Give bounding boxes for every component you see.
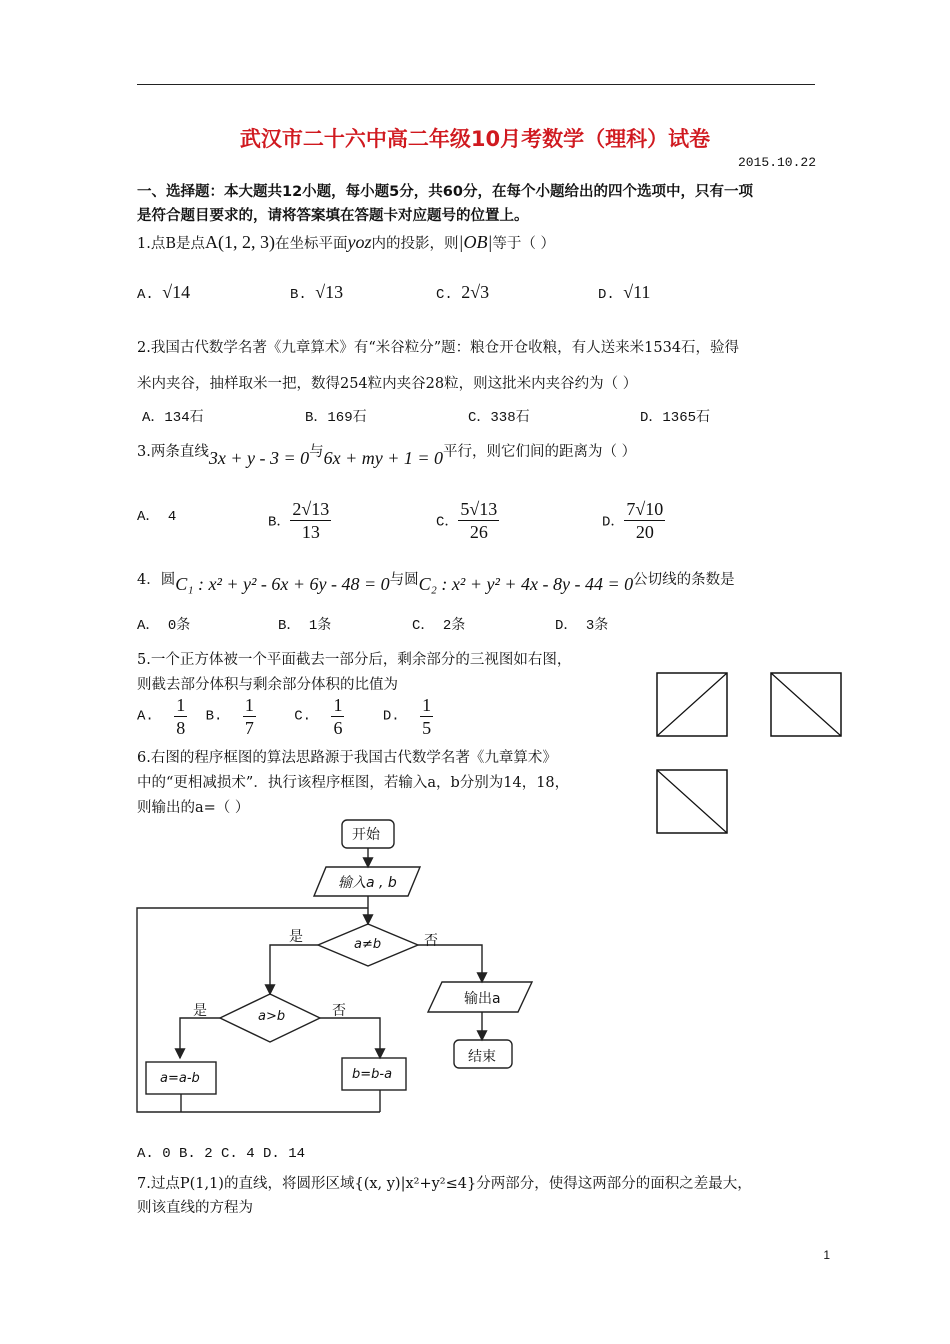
- q5-option-d-den: 5: [422, 718, 432, 738]
- q4-prefix: 4．圆: [137, 572, 176, 588]
- q1-option-c-value: 2√3: [461, 282, 490, 302]
- q3-option-d-label: D．: [602, 514, 625, 531]
- q4-circle2: C₂ : x² + y² + 4x - 8y - 44 = 0: [418, 574, 634, 594]
- q2-option-c-label: C．: [468, 410, 491, 426]
- q2-option-d-value: 1365石: [662, 410, 711, 426]
- q3-option-c: [436, 498, 499, 543]
- q4-option-d: [555, 614, 608, 634]
- q1-option-d-label: D.: [598, 287, 615, 303]
- q3-option-d: [602, 498, 665, 543]
- question-3: [137, 440, 637, 468]
- q4-option-a: [137, 614, 190, 634]
- header-rule: [137, 84, 815, 85]
- flow-assign-b-label: b=b-a: [352, 1067, 393, 1082]
- q1-option-d: [598, 282, 650, 303]
- q3-option-a-label: A．: [137, 509, 160, 525]
- q1-point: A(1, 2, 3): [205, 232, 275, 252]
- q2-option-a: [142, 406, 204, 426]
- q4-mid: 与圆: [389, 572, 419, 588]
- q4-option-a-value: 0条: [167, 618, 191, 634]
- question-5-line2: 则截去部分体积与剩余部分体积的比值为: [137, 677, 398, 693]
- q2-option-d-label: D．: [640, 410, 663, 426]
- q3-option-a-value: 4: [167, 509, 177, 525]
- q1-option-d-value: √11: [623, 282, 651, 302]
- page-number: 1: [823, 1248, 830, 1262]
- flow-assign-a-label: a=a-b: [160, 1071, 200, 1086]
- q3-option-c-num: 5√13: [460, 499, 498, 519]
- question-1: [137, 232, 555, 253]
- q2-option-d: [640, 406, 710, 426]
- question-7-line2: 则该直线的方程为: [137, 1200, 253, 1216]
- section-heading-line1: 一、选择题：本大题共12小题，每小题5分，共60分，在每个小题给出的四个选项中，只有一项: [137, 184, 753, 200]
- q5-option-b-fraction: [243, 694, 256, 739]
- q4-option-b-value: 1条: [308, 618, 332, 634]
- question-2-line1: 2.我国古代数学名著《九章算术》有“米谷粒分”题：粮仓开仓收粮，有人送来米1534石，验得: [137, 340, 740, 356]
- question-2-line2: 米内夹谷，抽样取米一把，数得254粒内夹谷28粒，则这批米内夹谷约为（ ）: [137, 376, 638, 392]
- q5-option-c-fraction: [331, 694, 344, 739]
- q5-option-b-den: 7: [244, 718, 254, 738]
- q1-suffix: 等于（ ）: [492, 236, 555, 252]
- flow-end-label: 结束: [468, 1049, 496, 1065]
- question-6-line3: 则输出的a=（ ）: [137, 800, 250, 816]
- flow-cond1-label: a≠b: [354, 937, 382, 952]
- q3-option-b-den: 13: [301, 522, 320, 542]
- q3-suffix: 平行，则它们间的距离为（ ）: [443, 444, 637, 460]
- q5-option-c-num: 1: [333, 695, 343, 715]
- q3-option-b-fraction: [290, 498, 331, 543]
- q5-option-a-num: 1: [176, 695, 186, 715]
- flow-yes1-label: 是: [289, 929, 303, 945]
- side-view: [771, 673, 841, 736]
- q3-prefix: 3.两条直线: [137, 444, 209, 460]
- q6-answer-options: A. 0 B. 2 C. 4 D. 14: [137, 1146, 306, 1162]
- q1-prefix: 1.点B是点: [137, 236, 205, 252]
- exam-date: 2015.10.22: [737, 155, 816, 170]
- flow-output-label: 输出a: [464, 991, 501, 1007]
- page-title: 武汉市二十六中高二年级10月考数学（理科）试卷: [239, 127, 711, 151]
- q1-option-c-label: C.: [436, 287, 453, 303]
- q4-circle1: C₁ : x² + y² - 6x + 6y - 48 = 0: [175, 574, 390, 594]
- q1-option-b-label: B.: [290, 287, 307, 303]
- flow-no1-label: 否: [424, 933, 438, 949]
- q4-option-a-label: A．: [137, 618, 160, 634]
- top-view: [657, 770, 727, 833]
- front-view: [657, 673, 727, 736]
- q5-option-d-num: 1: [422, 695, 432, 715]
- q4-option-c-value: 2条: [442, 618, 466, 634]
- q3-option-c-den: 26: [469, 522, 488, 542]
- three-view-diagram: [650, 665, 850, 845]
- q1-option-b: [290, 282, 343, 303]
- question-6-line2: 中的“更相减损术”．执行该程序框图，若输入a，b分别为14，18，: [137, 775, 570, 791]
- q3-option-d-den: 20: [635, 522, 654, 542]
- q3-option-d-num: 7√10: [626, 499, 664, 519]
- q1-option-c: [436, 282, 489, 303]
- q5-option-b-label: B.: [205, 708, 223, 725]
- q2-option-c-value: 338石: [490, 410, 530, 426]
- q5-option-c-label: C.: [294, 708, 312, 725]
- q3-option-c-fraction: [458, 498, 499, 543]
- q3-option-a: [137, 505, 176, 525]
- flow-cond2-label: a>b: [258, 1009, 286, 1024]
- flow-input-label: 输入a , b: [338, 875, 397, 891]
- q1-option-a: [137, 282, 190, 303]
- q5-option-b-num: 1: [244, 695, 254, 715]
- q2-option-c: [468, 406, 530, 426]
- q3-option-b-num: 2√13: [292, 499, 330, 519]
- flow-start-label: 开始: [352, 827, 380, 843]
- q4-suffix: 公切线的条数是: [633, 572, 735, 588]
- q5-option-a-fraction: [174, 694, 187, 739]
- q4-option-d-label: D．: [555, 618, 578, 634]
- flow-no2-label: 否: [332, 1003, 346, 1019]
- q5-option-c-den: 6: [333, 718, 343, 738]
- q4-option-c-label: C．: [412, 618, 435, 634]
- section-heading-line2: 是符合题目要求的，请将答案填在答题卡对应题号的位置上。: [137, 208, 529, 224]
- q1-abs: |OB|: [458, 232, 493, 252]
- question-4: [137, 568, 735, 594]
- q4-option-c: [412, 614, 465, 634]
- q2-option-b-label: B．: [305, 410, 328, 426]
- q4-option-b: [278, 614, 331, 634]
- q1-mid: 在坐标平面: [275, 236, 348, 252]
- q3-option-c-label: C．: [436, 514, 459, 531]
- flow-yes2-label: 是: [193, 1003, 207, 1019]
- q3-option-b: [268, 498, 331, 543]
- q1-option-a-value: √14: [162, 282, 191, 302]
- question-7-line1: 7.过点P(1,1)的直线，将圆形区域{(x, y)|x²+y²≤4}分两部分，使得这两部分的面积之差最大，: [137, 1176, 752, 1192]
- q2-option-b: [305, 406, 367, 426]
- q5-option-a-label: A.: [137, 708, 154, 725]
- q3-mid: 与: [309, 444, 324, 460]
- question-5-line1: 5.一个正方体被一个平面截去一部分后，剩余部分的三视图如右图，: [137, 652, 572, 668]
- q2-option-a-label: A．: [142, 410, 165, 426]
- q4-option-b-label: B．: [278, 618, 301, 634]
- q5-option-d-fraction: [420, 694, 433, 739]
- q5-options: [137, 694, 433, 739]
- q5-option-a-den: 8: [176, 718, 186, 738]
- q1-option-a-label: A.: [137, 287, 154, 303]
- q1-plane: yoz: [347, 232, 372, 252]
- q3-eq2: 6x + my + 1 = 0: [323, 448, 444, 468]
- question-6-line1: 6.右图的程序框图的算法思路源于我国古代数学名著《九章算术》: [137, 750, 557, 766]
- q5-option-d-label: D.: [382, 708, 400, 725]
- q3-eq1: 3x + y - 3 = 0: [208, 448, 310, 468]
- q2-option-b-value: 169石: [327, 410, 367, 426]
- q3-option-d-fraction: [624, 498, 665, 543]
- q4-option-d-value: 3条: [585, 618, 609, 634]
- q1-mid2: 内的投影，则: [371, 236, 459, 252]
- q3-option-b-label: B．: [268, 514, 291, 531]
- q2-option-a-value: 134石: [164, 410, 204, 426]
- q1-option-b-value: √13: [315, 282, 344, 302]
